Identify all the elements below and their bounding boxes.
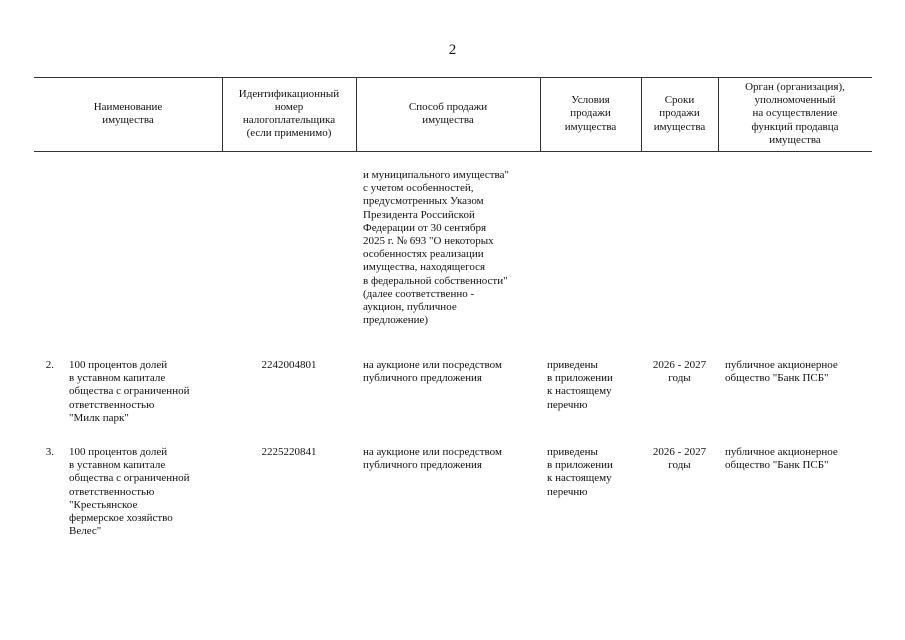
header-name: Наименование имущества — [93, 100, 163, 126]
header-terms: Сроки продажи имущества — [653, 94, 706, 133]
header-inn: Идентификационный номер налогоплательщика (если применимо) — [238, 87, 340, 140]
row-sale-conditions: приведены в приложении к настоящему перечню — [547, 446, 613, 498]
row-sale-method: на аукционе или посредством публичного предложения — [363, 446, 502, 472]
row-sale-terms: 2026 - 2027 годы — [652, 359, 707, 385]
row-inn: 2242004801 — [261, 359, 317, 371]
row-inn: 2225220841 — [261, 446, 317, 458]
header-method: Способ продажи имущества — [408, 100, 488, 126]
header-conditions: Условия продажи имущества — [564, 94, 617, 133]
row-seller: публичное акционерное общество "Банк ПСБ" — [725, 446, 838, 472]
row-property-name: 100 процентов долей в уставном капитале общества с ограниченной ответственностью "Крестьянское фермерское хозяйство Велес" — [69, 446, 190, 538]
page-number: 2 — [448, 42, 457, 58]
row-sale-terms: 2026 - 2027 годы — [652, 446, 707, 472]
table-header-bottom-rule — [34, 151, 872, 152]
row-sale-method: на аукционе или посредством публичного предложения — [363, 359, 502, 385]
row-number: 3. — [45, 446, 54, 458]
row-property-name: 100 процентов долей в уставном капитале общества с ограниченной ответственностью "Милк парк" — [69, 359, 190, 424]
continuation-method-text: и муниципального имущества" с учетом особенностей, предусмотренных Указом Президента Российской Федерации от 30 сентября 2025 г. № 693 "О некоторых особенностях реализации имущества, находящегося в федеральной собственности" (далее соответственно - аукцион, публичное предложение) — [363, 169, 509, 327]
row-seller: публичное акционерное общество "Банк ПСБ" — [725, 359, 838, 385]
row-sale-conditions: приведены в приложении к настоящему перечню — [547, 359, 613, 411]
row-number: 2. — [45, 359, 54, 371]
header-seller: Орган (организация), уполномоченный на осуществление функций продавца имущества — [745, 80, 845, 146]
